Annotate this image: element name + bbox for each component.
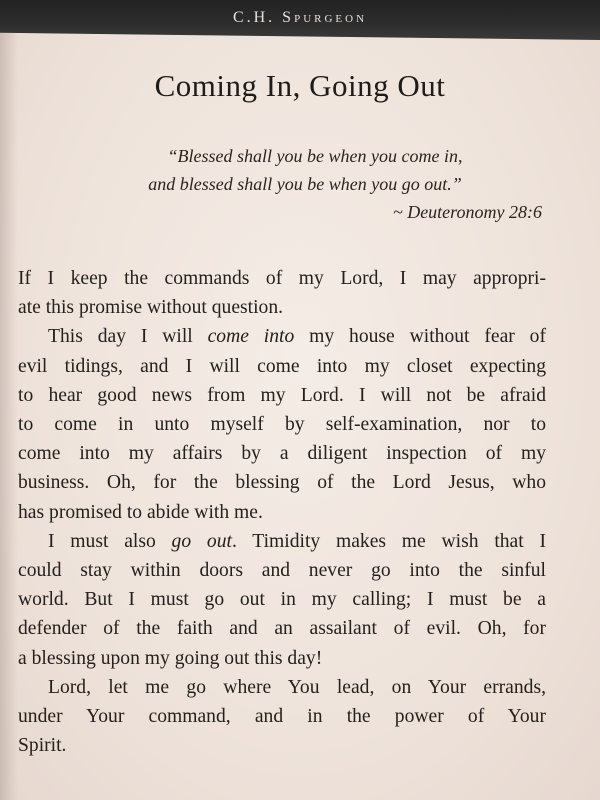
page-edge-shadow: [0, 0, 18, 800]
paragraph-3-line-5: a blessing upon my going out this day!: [18, 647, 323, 669]
paragraph-2-line-1: [18, 322, 546, 351]
paragraph-1-line-1: If I keep the commands of my Lord, I may appropri-: [18, 268, 546, 289]
paragraph-3-line-1: [18, 527, 546, 556]
paragraph-2-line-2: evil tidings, and I will come into my closet expecting: [18, 355, 546, 377]
paragraph-2-line-7: has promised to abide with me.: [18, 501, 263, 523]
paragraph-2-line-5: come into my affairs by a diligent inspection of my: [18, 443, 546, 465]
paragraph-4-line-3: Spirit.: [18, 735, 67, 757]
paragraph-1-line-2: ate this promise without question.: [18, 297, 284, 319]
paragraph-2-line-6: business. Oh, for the blessing of the Lord Jesus, who: [18, 472, 546, 494]
paragraph-3-emphasis: go out: [171, 530, 232, 552]
paragraph-2-emphasis: come into: [207, 326, 295, 348]
header-author-text: C.H. Spurgeon: [232, 9, 368, 26]
paragraph-2-line-4: to come in unto myself by self-examination, nor to: [18, 414, 546, 436]
paragraph-3-text: . Timidity makes me wish that I: [231, 530, 547, 552]
epigraph: [60, 142, 550, 226]
paragraph-2-text: This day I will: [48, 326, 208, 348]
paragraph-2-text: my house without fear of: [294, 326, 546, 348]
epigraph-source: ~ Deuteronomy 28:6: [392, 202, 542, 222]
paragraph-2-line-3: to hear good news from my Lord. I will not be afraid: [18, 384, 546, 406]
paragraph-3-line-2: could stay within doors and never go into the sinful: [18, 560, 546, 582]
paragraph-4-line-1: Lord, let me go where You lead, on Your errands,: [48, 676, 546, 698]
page-title: Coming In, Going Out: [154, 68, 446, 103]
paragraph-3-line-4: defender of the faith and an assailant of evil. Oh, for: [18, 618, 546, 640]
paragraph-4-line-2: under Your command, and in the power of Your: [18, 706, 546, 728]
paragraph-3-line-3: world. But I must go out in my calling; I must be a: [18, 589, 546, 611]
paragraph-3-text: I must also: [48, 530, 172, 552]
devotional-body: [18, 264, 546, 760]
running-header-author: [0, 9, 600, 27]
epigraph-line-1: “Blessed shall you be when you come in,: [167, 146, 463, 166]
epigraph-line-2: and blessed shall you be when you go out.”: [148, 174, 462, 194]
